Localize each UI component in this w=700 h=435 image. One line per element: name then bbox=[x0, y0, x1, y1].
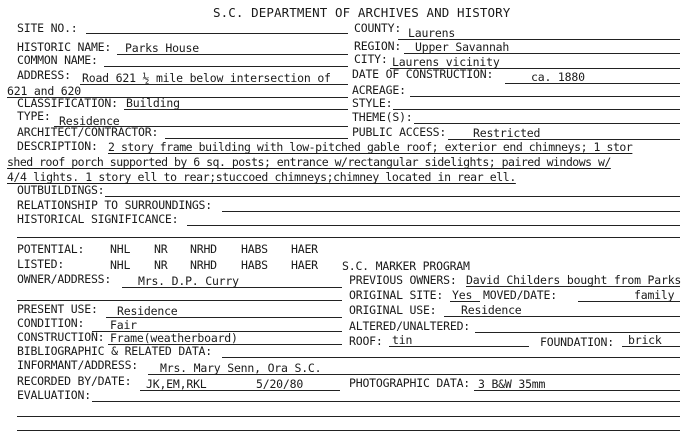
original-use-value: Residence bbox=[461, 303, 522, 317]
original-site-value: Yes bbox=[452, 288, 473, 302]
foundation-value: brick bbox=[628, 333, 662, 347]
evaluation-line-2 bbox=[17, 416, 680, 417]
foundation-line bbox=[622, 346, 680, 347]
owner-address-label: OWNER/ADDRESS: bbox=[17, 272, 112, 286]
photographic-value: 3 B&W 35mm bbox=[478, 377, 546, 391]
region-value: Upper Savannah bbox=[415, 40, 510, 54]
address-value-line1: Road 621 ½ mile below intersection of bbox=[82, 71, 331, 85]
classification-line bbox=[124, 109, 348, 110]
type-label: TYPE: bbox=[17, 109, 51, 123]
outbuildings-line bbox=[105, 196, 680, 197]
recorded-date-value: 5/20/80 bbox=[256, 377, 304, 391]
original-site-label: ORIGINAL SITE: bbox=[349, 288, 444, 302]
form-title: S.C. DEPARTMENT OF ARCHIVES AND HISTORY bbox=[213, 5, 511, 20]
historical-significance-line bbox=[187, 225, 680, 226]
bibliographic-line bbox=[222, 357, 680, 358]
potential-nr: NR bbox=[154, 242, 168, 256]
themes-label: THEME(S): bbox=[352, 110, 413, 124]
date-of-construction-label: DATE OF CONSTRUCTION: bbox=[352, 67, 494, 81]
construction-label: CONSTRUCTION: bbox=[17, 330, 105, 344]
public-access-label: PUBLIC ACCESS: bbox=[352, 125, 447, 139]
classification-value: Building bbox=[126, 96, 180, 110]
previous-owners-line bbox=[466, 286, 680, 287]
evaluation-line bbox=[92, 401, 680, 402]
historic-name-label: HISTORIC NAME: bbox=[17, 40, 112, 54]
recorded-by-line bbox=[140, 390, 340, 391]
city-label: CITY: bbox=[354, 52, 388, 66]
common-name-label: COMMON NAME: bbox=[17, 53, 98, 67]
listed-nrhd: NRHD bbox=[190, 258, 217, 272]
listed-haer: HAER bbox=[291, 258, 318, 272]
potential-label: POTENTIAL: bbox=[17, 242, 85, 256]
description-label: DESCRIPTION: bbox=[17, 139, 98, 153]
evaluation-label: EVALUATION: bbox=[17, 388, 91, 402]
listed-nhl: NHL bbox=[110, 258, 131, 272]
architect-line bbox=[165, 138, 348, 139]
original-use-line bbox=[444, 316, 680, 317]
present-use-label: PRESENT USE: bbox=[17, 302, 98, 316]
roof-value: tin bbox=[392, 333, 413, 347]
common-name-line bbox=[104, 66, 348, 67]
potential-habs: HABS bbox=[241, 242, 268, 256]
altered-label: ALTERED/UNALTERED: bbox=[349, 319, 471, 333]
recorded-by-value: JK,EM,RKL bbox=[146, 377, 207, 391]
original-use-label: ORIGINAL USE: bbox=[349, 303, 437, 317]
bibliographic-label: BIBLIOGRAPHIC & RELATED DATA: bbox=[17, 344, 212, 358]
previous-owners-label: PREVIOUS OWNERS: bbox=[349, 273, 457, 287]
county-value: Laurens bbox=[408, 26, 456, 40]
description-line3: 4/4 lights. 1 story ell to rear;stuccoed chimneys;chimney located in rear ell. bbox=[7, 170, 516, 184]
original-site-line bbox=[450, 301, 480, 302]
relationship-label: RELATIONSHIP TO SURROUNDINGS: bbox=[17, 198, 212, 212]
outbuildings-label: OUTBUILDINGS: bbox=[17, 183, 105, 197]
present-use-line bbox=[106, 317, 342, 318]
potential-nhl: NHL bbox=[110, 242, 131, 256]
county-label: COUNTY: bbox=[354, 21, 402, 35]
photographic-line bbox=[474, 390, 680, 391]
listed-nr: NR bbox=[154, 258, 168, 272]
historic-name-value: Parks House bbox=[125, 41, 199, 55]
description-line1: 2 story frame building with low-pitched gable roof; exterior end chimneys; 1 stor bbox=[108, 140, 633, 154]
date-of-construction-line bbox=[505, 83, 680, 84]
informant-value: Mrs. Mary Senn, Ora S.C. bbox=[160, 361, 322, 375]
acreage-label: ACREAGE: bbox=[352, 83, 406, 97]
type-value: Residence bbox=[59, 114, 120, 128]
architect-label: ARCHITECT/CONTRACTOR: bbox=[17, 125, 159, 139]
address-label: ADDRESS: bbox=[17, 68, 71, 82]
potential-haer: HAER bbox=[291, 242, 318, 256]
moved-date-line bbox=[578, 301, 680, 302]
address-value-line2: 621 and 620 bbox=[7, 84, 81, 98]
classification-label: CLASSIFICATION: bbox=[17, 96, 118, 110]
condition-value: Fair bbox=[110, 318, 137, 332]
potential-nrhd: NRHD bbox=[190, 242, 217, 256]
roof-line bbox=[389, 346, 529, 347]
owner-address-value: Mrs. D.P. Curry bbox=[138, 274, 239, 288]
site-no-label: SITE NO.: bbox=[17, 21, 78, 35]
present-use-value: Residence bbox=[117, 304, 178, 318]
listed-habs: HABS bbox=[241, 258, 268, 272]
condition-label: CONDITION: bbox=[17, 316, 85, 330]
historical-significance-line-2 bbox=[17, 237, 680, 238]
recorded-by-label: RECORDED BY/DATE: bbox=[17, 374, 132, 388]
roof-label: ROOF: bbox=[349, 334, 383, 348]
owner-address-line-2 bbox=[17, 300, 342, 301]
city-value: Laurens vicinity bbox=[392, 55, 500, 69]
informant-label: INFORMANT/ADDRESS: bbox=[17, 358, 139, 372]
historic-name-line bbox=[117, 54, 348, 55]
informant-line bbox=[148, 374, 680, 375]
historical-significance-label: HISTORICAL SIGNIFICANCE: bbox=[17, 212, 179, 226]
marker-program-label: S.C. MARKER PROGRAM bbox=[342, 259, 470, 273]
region-line bbox=[404, 53, 680, 54]
public-access-value: Restricted bbox=[473, 126, 541, 140]
date-of-construction-value: ca. 1880 bbox=[531, 70, 585, 84]
site-no-line bbox=[86, 33, 348, 34]
listed-label: LISTED: bbox=[17, 257, 65, 271]
themes-line bbox=[414, 123, 680, 124]
acreage-line bbox=[410, 96, 680, 97]
evaluation-line-3 bbox=[17, 430, 680, 431]
description-line2: shed roof porch supported by 6 sq. posts; entrance w/rectangular sidelights; paired windows w/ bbox=[7, 155, 611, 169]
address-line bbox=[80, 84, 348, 85]
construction-value: Frame(weatherboard) bbox=[110, 331, 238, 345]
region-label: REGION: bbox=[354, 39, 402, 53]
foundation-label: FOUNDATION: bbox=[540, 335, 614, 349]
owner-address-line bbox=[122, 287, 342, 288]
moved-date-value: family bbox=[634, 288, 675, 302]
previous-owners-value: David Childers bought from Parks bbox=[466, 273, 682, 287]
photographic-label: PHOTOGRAPHIC DATA: bbox=[349, 376, 471, 390]
relationship-line bbox=[222, 211, 680, 212]
style-line bbox=[393, 109, 680, 110]
moved-date-label: MOVED/DATE: bbox=[483, 288, 557, 302]
style-label: STYLE: bbox=[352, 96, 393, 110]
